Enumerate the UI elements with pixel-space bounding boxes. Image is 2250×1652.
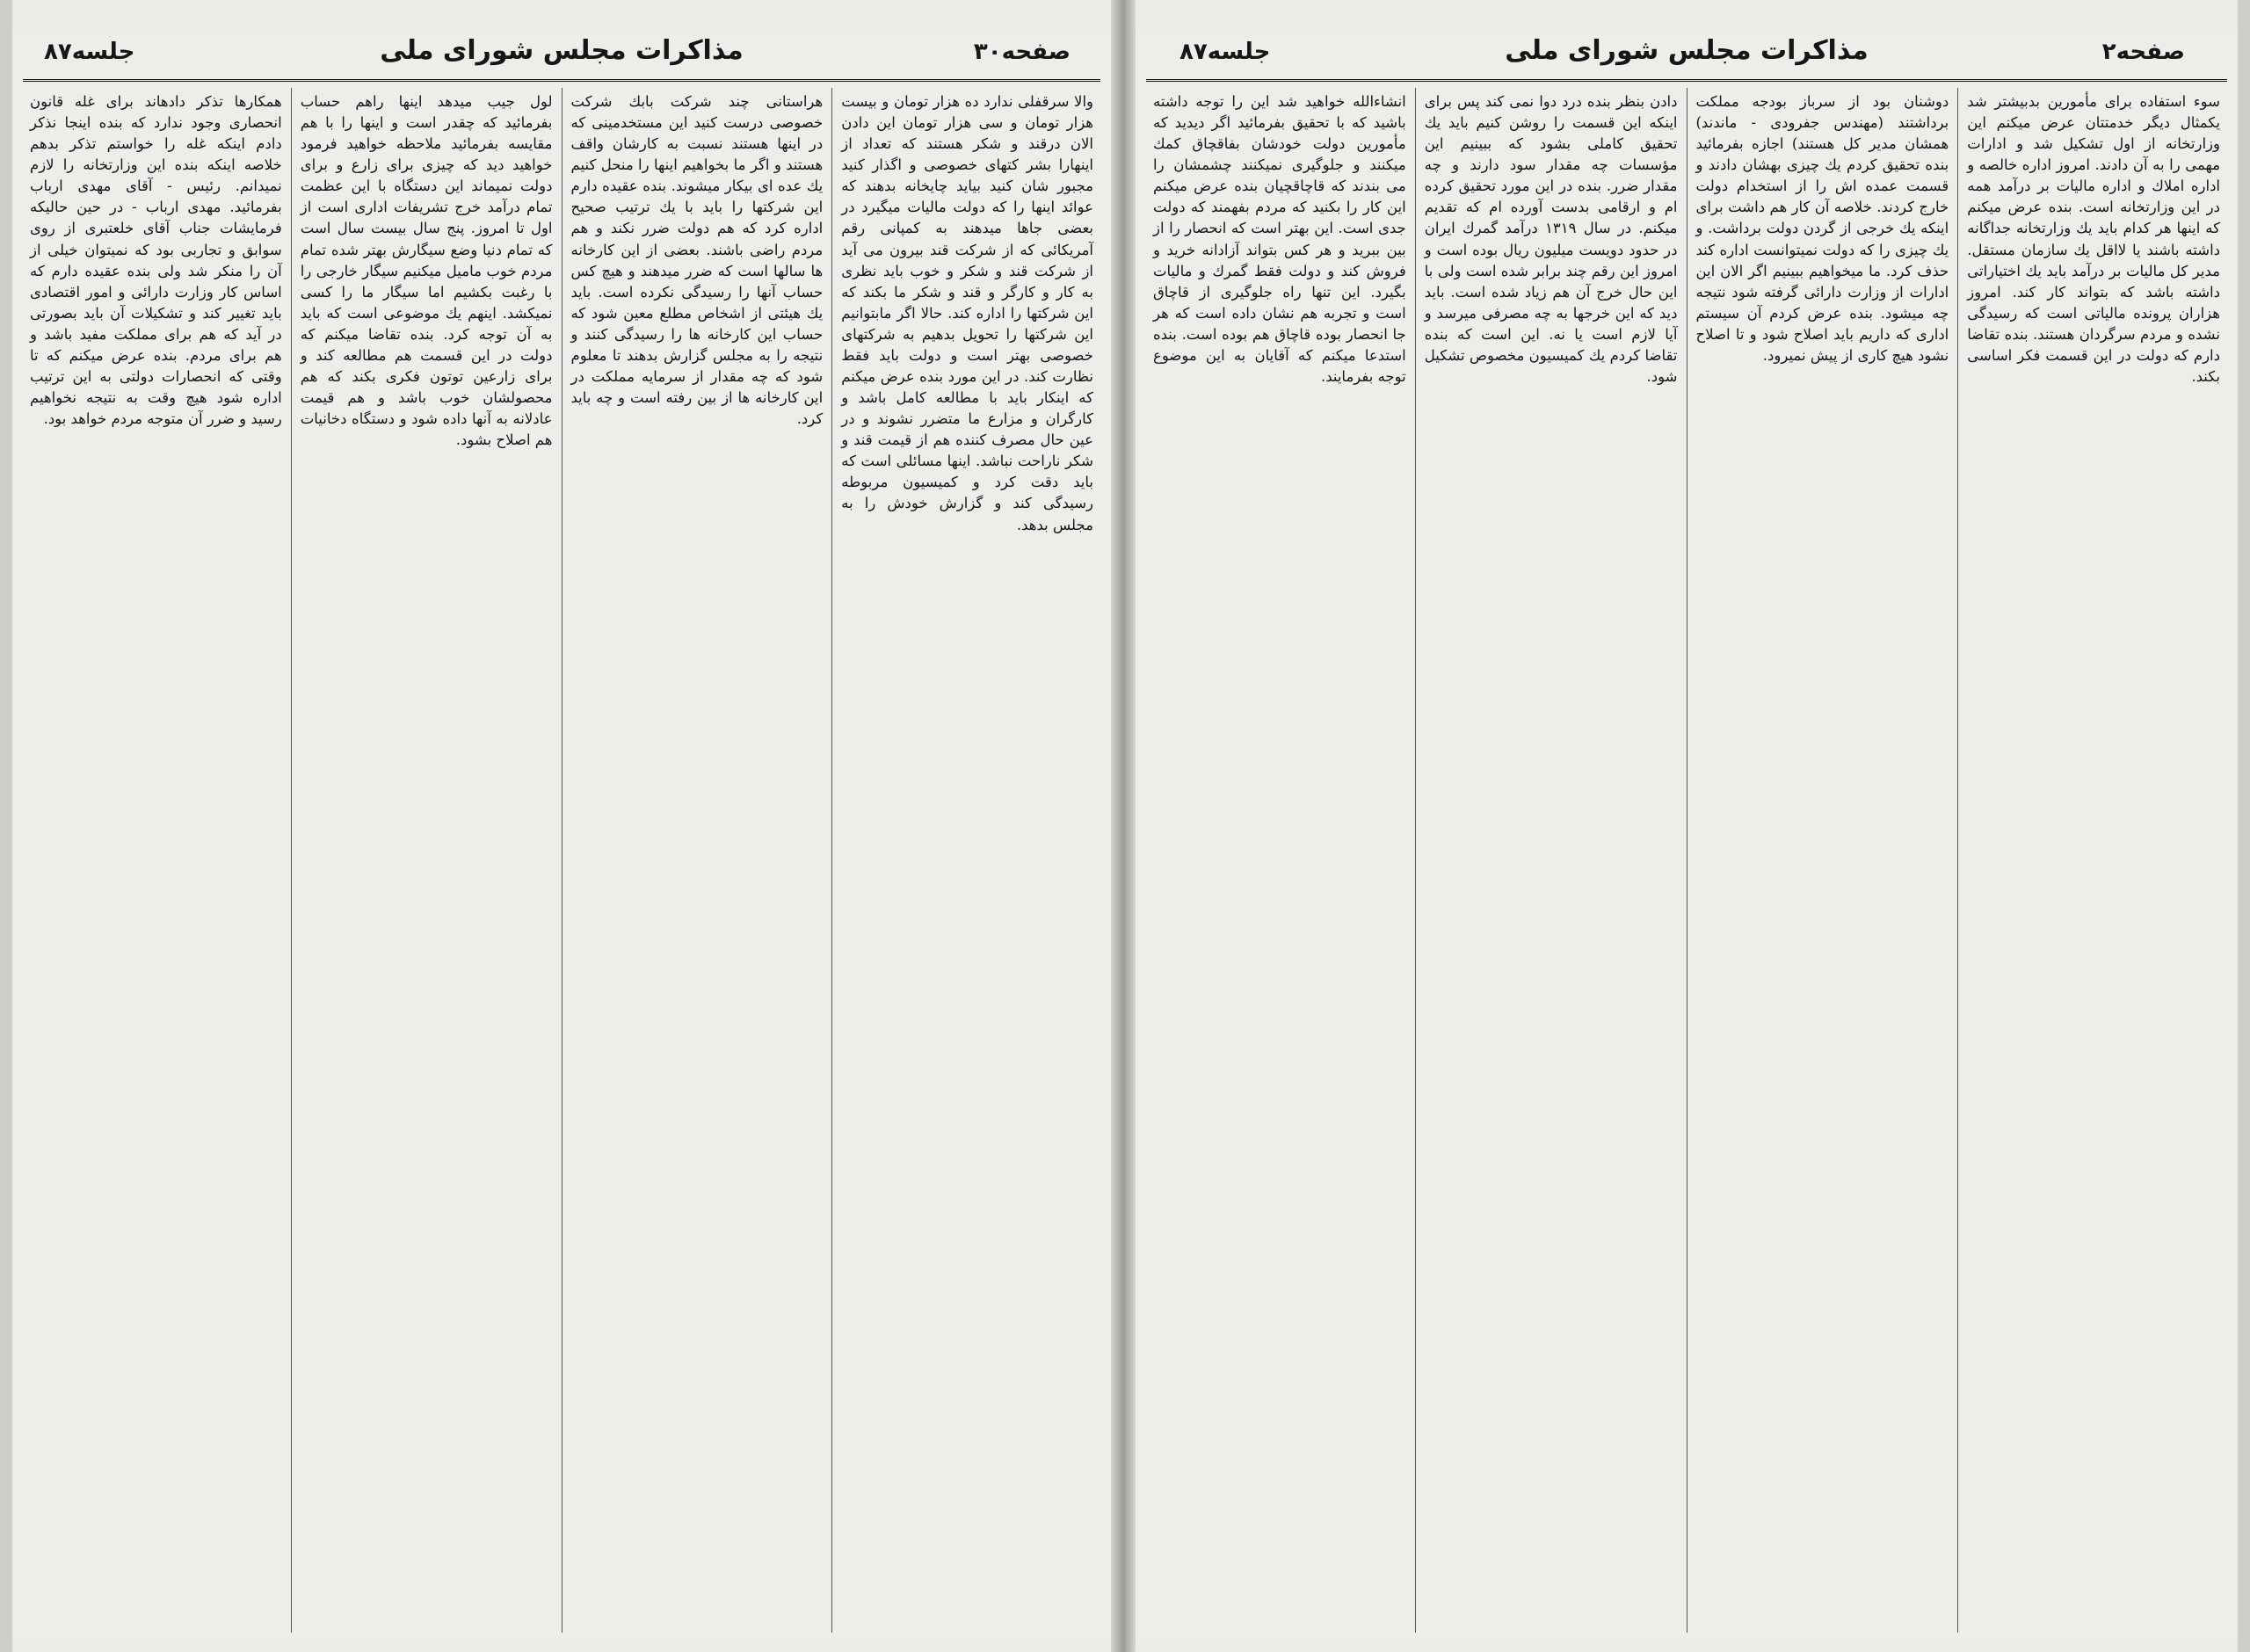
column-text: لول جیب میدهد اینها راهم حساب بفرمائید که چقدر است و اینها را با هم مقایسه بفرمائید ملاحظه خواهید فرمود خواهید دید که چیزی برای زارع و برای دولت نمیماند این دستگاه با این عظمت تمام درآمد خرج تشریفات اداری است از اول تا امروز. پنج سال بیست سال است که تمام دنیا وضع سیگارش بهتر شده تمام مردم خوب مامیل میکنیم سیگار خارجی را با رغبت بکشیم اما سیگار ما را کسی نمیکشد. اینهم یك موضوعی است که باید به آن توجه کرد. بنده تقاضا میکنم که دولت در این قسمت هم مطالعه کند و برای زارعین توتون فکری بکند که هم محصولشان خوب باشد و هم قیمت عادلانه به آنها داده شود و دستگاه دخانیات هم اصلاح بشود. xyxy=(300,93,553,449)
text-column xyxy=(1415,88,1687,1633)
text-column xyxy=(291,88,562,1633)
text-column xyxy=(1957,88,2229,1633)
session-label: جلسه۸۷ xyxy=(44,39,135,65)
text-column xyxy=(831,88,1102,1633)
column-text: دوشنان بود از سرباز بودجه مملکت برداشتند (مهندس جفرودی - ماندند) همشان مدیر کل هستند) اجازه بفرمائید بنده تحقیق کردم یك چیزی بهشان دادند و قسمت عمده اش را از استخدام دولت خارج کردند. خلاصه آن کار هم داشت برای اینکه یك خرجی از گردن دولت برداشت. و یك چیزی را که دولت نمیتوانست اداره کند حذف کرد. ما میخواهیم ببینیم اگر الان این ادارات از وزارت دارائی گرفته شود نتیجه چه میشود. بنده عرض کردم آن سیستم اداری که داریم باید اصلاح شود و تا اصلاح نشود هیچ کاری از پیش نمیرود. xyxy=(1695,93,1949,364)
text-column xyxy=(562,88,832,1633)
column-text: سوء استفاده برای مأمورین بدبیشتر شد یکمثال دیگر خدمتتان عرض میکنم این وزارتخانه از اول تشکیل شد و ادارات مهمی را به آن دادند. امروز اداره خالصه و اداره املاك و اداره مالیات بر درآمد همه در این وزارتخانه است. بنده عرض میکنم که اینها هر کدام باید یك وزارتخانه جداگانه داشته باشند یا لااقل یك سازمان مستقل. مدیر کل مالیات بر درآمد باید یك اختیاراتی داشته باشد که بتواند کار کند. امروز هزاران پرونده مالیاتی است که رسیدگی نشده و مردم سرگردان هستند. بنده تقاضا دارم که دولت در این قسمت فکر اساسی بکند. xyxy=(1967,93,2220,386)
page-header xyxy=(12,30,1111,84)
page-number: صفحه۲ xyxy=(2101,39,2185,65)
text-column xyxy=(1144,88,1415,1633)
journal-title: مذاکرات مجلس شورای ملی xyxy=(380,35,744,66)
column-text: انشاءالله خواهید شد این را توجه داشته باشید که با تحقیق بفرمائید اگر دیدید که مأمورین دولت خودشان بفاقچاق کمك میکنند و جلوگیری نمیکنند چشمشان را می بندند که قاچاقچیان بنده عرض میکنم این کار را بکنید که مردم بفهمند که دولت جدی است. این بهتر است که انحصار را از بین ببرید و هر کس بتواند آزادانه خرید و فروش کند و دولت فقط گمرك و مالیات بگیرد. این تنها راه جلوگیری از قاچاق است و تجربه هم نشان داده است که هر جا انحصار بوده قاچاق هم بوده است. بنده استدعا میکنم که آقایان به این موضوع توجه بفرمایند. xyxy=(1153,93,1406,386)
scan-edge-right xyxy=(2238,0,2250,1652)
text-columns xyxy=(1144,88,2229,1633)
session-label: جلسه۸۷ xyxy=(1179,39,1271,65)
text-columns xyxy=(21,88,1102,1633)
column-text: هراستانی چند شرکت بابك شرکت خصوصی درست کنید این مستخدمینی که در اینها هستند نسبت به کارشان واقف هستند و اگر ما بخواهیم اینها را منحل کنیم یك عده ای بیکار میشوند. بنده عقیده دارم این شرکتها را باید با یك ترتیب صحیح اداره کرد که هم دولت ضرر نکند و هم مردم راضی باشند. بعضی از این کارخانه ها سالها است که ضرر میدهند و هیچ کس حساب آنها را رسیدگی نکرده است. باید یك هیئتی از اشخاص مطلع معین شود که حساب این کارخانه ها را رسیدگی کنند و نتیجه را به مجلس گزارش بدهند تا معلوم شود که چه مقدار از سرمایه مملکت در این کارخانه ها از بین رفته است و چه باید کرد. xyxy=(570,93,824,428)
header-rule xyxy=(1146,79,2227,82)
page-left xyxy=(12,30,1111,1640)
column-text: والا سرقفلی ندارد ده هزار تومان و بیست هزار تومان و سی هزار تومان این دادن الان درقند و شکر هستند که تعداد از اینهارا بشر کتهای خصوصی و اگذار کنید مجبور شان کنید بیاید چایخانه بدهند که عوائد اینها را که دولت مالیات میگیرد در بعضی جاها میدهند به کمپانی رقم آمریکائی که از شرکت قند بیرون می آید از شرکت قند و شکر و خوب باید نظری به کار و کارگر و قند و شکر ما بکند که این شرکتها را اداره کند. حالا اگر مابتوانیم این شرکتها را تحویل بدهیم به شرکتهای خصوصی بهتر است و دولت باید فقط نظارت کند. در این مورد بنده عرض میکنم که اینکار باید با مطالعه کامل باشد و کارگران و مزارع ما متضرر نشوند و در عین حال مصرف کننده هم از قیمت قند و شکر ناراحت نباشد. اینها مسائلی است که باید دقت کرد و کمیسیون مربوطه رسیدگی کند و گزارش خودش را به مجلس بدهد. xyxy=(841,93,1093,533)
header-rule xyxy=(23,79,1100,82)
page-gutter xyxy=(1111,0,1136,1652)
page-number: صفحه۳۰ xyxy=(973,39,1071,65)
journal-title: مذاکرات مجلس شورای ملی xyxy=(1505,35,1869,66)
column-text: دادن بنظر بنده درد دوا نمی کند پس برای اینکه این قسمت را روشن کنیم باید یك تحقیق کاملی بشود که ببینیم این مؤسسات چه مقدار سود دارند و چه مقدار ضرر. بنده در این مورد تحقیق کرده ام و ارقامی بدست آورده ام که تقدیم میکنم. در سال ۱۳۱۹ درآمد گمرك ایران در حدود دویست میلیون ریال بوده است و امروز این رقم چند برابر شده است ولی با این حال خرج آن هم زیاد شده است. باید دید که این خرجها به چه مصرفی میرسد و آیا لازم است یا نه. این است که بنده تقاضا کردم یك کمیسیون مخصوص تشکیل شود. xyxy=(1424,93,1678,386)
text-column xyxy=(1687,88,1958,1633)
scan-edge-left xyxy=(0,0,12,1652)
page-right xyxy=(1136,30,2238,1640)
page-header xyxy=(1136,30,2238,84)
column-text: همکارها تذکر دادهاند برای غله قانون انحصاری وجود ندارد که بنده اینجا نذکر دادم اینکه غله را خواستم تذکر بدهم خلاصه اینکه بنده این وزارتخانه را لازم نمیدانم. رئیس - آقای مهدی ارباب بفرمائید. مهدی ارباب - در حین حالیکه فرمایشات جناب آقای خلعتبری از روی سوابق و تجاربی بود که نمیتوان خیلی از آن را منکر شد ولی بنده عقیده دارم که اساس کار وزارت دارائی و امور اقتصادی باید تغییر کند و تشکیلات آن باید بصورتی در آید که هم برای مملکت مفید باشد و هم برای مردم. بنده عرض میکنم که تا وقتی که انحصارات دولتی به این ترتیب اداره شود هیچ وقت به نتیجه نخواهیم رسید و ضرر آن متوجه مردم خواهد بود. xyxy=(30,93,282,428)
text-column xyxy=(21,88,291,1633)
